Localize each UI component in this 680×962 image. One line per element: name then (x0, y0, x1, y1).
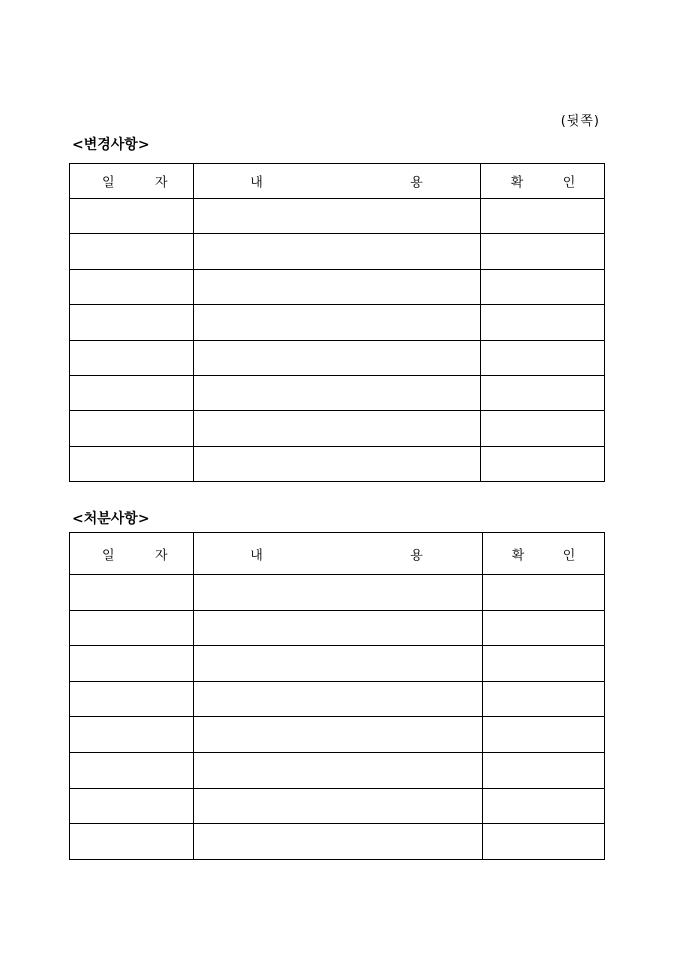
content-cell[interactable] (194, 375, 481, 410)
confirm-cell[interactable] (480, 269, 604, 304)
changes-header-date-char-1: 일 (102, 175, 115, 191)
changes-header-row (70, 164, 605, 199)
table-row (70, 269, 605, 304)
dispositions-header-content-char-2: 용 (410, 548, 423, 563)
confirm-cell[interactable] (482, 824, 604, 860)
dispositions-section-title: <처분사항> (72, 511, 150, 527)
confirm-cell[interactable] (480, 375, 604, 410)
table-row (70, 717, 605, 753)
date-cell[interactable] (70, 340, 194, 375)
changes-header-confirm-char-1: 확 (510, 175, 524, 191)
dispositions-header-content-char-1: 내 (250, 548, 263, 563)
date-cell[interactable] (70, 717, 194, 753)
changes-header-content-char-1: 내 (250, 175, 263, 191)
confirm-cell[interactable] (480, 305, 604, 340)
table-row (70, 375, 605, 410)
changes-section-title: <변경사항> (72, 137, 150, 153)
confirm-cell[interactable] (480, 411, 604, 446)
date-cell[interactable] (70, 446, 194, 481)
confirm-cell[interactable] (480, 234, 604, 269)
dispositions-header-confirm-char-2: 인 (562, 548, 576, 563)
changes-header-date-char-2: 자 (155, 175, 168, 191)
table-row (70, 305, 605, 340)
date-cell[interactable] (70, 752, 194, 788)
date-cell[interactable] (70, 610, 194, 646)
dispositions-table (69, 532, 605, 860)
table-row (70, 199, 605, 234)
date-cell[interactable] (70, 681, 194, 717)
content-cell[interactable] (194, 824, 483, 860)
confirm-cell[interactable] (482, 575, 604, 611)
page-side-label: (뒷쪽) (560, 114, 600, 129)
content-cell[interactable] (194, 610, 483, 646)
confirm-cell[interactable] (482, 646, 604, 682)
changes-header-content-char-2: 용 (410, 175, 423, 191)
content-cell[interactable] (194, 446, 481, 481)
content-cell[interactable] (194, 646, 483, 682)
content-cell[interactable] (194, 717, 483, 753)
content-cell[interactable] (194, 788, 483, 824)
dispositions-header-confirm (482, 533, 604, 575)
confirm-cell[interactable] (482, 681, 604, 717)
content-cell[interactable] (194, 752, 483, 788)
changes-header-confirm-char-2: 인 (562, 175, 576, 191)
date-cell[interactable] (70, 646, 194, 682)
date-cell[interactable] (70, 824, 194, 860)
content-cell[interactable] (194, 199, 481, 234)
confirm-cell[interactable] (482, 717, 604, 753)
date-cell[interactable] (70, 305, 194, 340)
dispositions-header-date (70, 533, 194, 575)
content-cell[interactable] (194, 340, 481, 375)
confirm-cell[interactable] (482, 752, 604, 788)
content-cell[interactable] (194, 305, 481, 340)
changes-table (69, 163, 605, 482)
content-cell[interactable] (194, 575, 483, 611)
table-row (70, 234, 605, 269)
confirm-cell[interactable] (482, 788, 604, 824)
date-cell[interactable] (70, 411, 194, 446)
table-row (70, 752, 605, 788)
date-cell[interactable] (70, 199, 194, 234)
dispositions-header-confirm-char-1: 확 (511, 548, 525, 563)
date-cell[interactable] (70, 269, 194, 304)
changes-header-date (70, 164, 194, 199)
dispositions-header-date-char-1: 일 (102, 548, 115, 563)
table-row (70, 575, 605, 611)
dispositions-header-date-char-2: 자 (155, 548, 168, 563)
confirm-cell[interactable] (480, 340, 604, 375)
changes-header-content (194, 164, 481, 199)
confirm-cell[interactable] (482, 610, 604, 646)
content-cell[interactable] (194, 269, 481, 304)
date-cell[interactable] (70, 575, 194, 611)
content-cell[interactable] (194, 681, 483, 717)
table-row (70, 646, 605, 682)
content-cell[interactable] (194, 234, 481, 269)
content-cell[interactable] (194, 411, 481, 446)
table-row (70, 340, 605, 375)
table-row (70, 446, 605, 481)
table-row (70, 681, 605, 717)
date-cell[interactable] (70, 788, 194, 824)
table-row (70, 610, 605, 646)
date-cell[interactable] (70, 375, 194, 410)
table-row (70, 411, 605, 446)
changes-header-confirm (480, 164, 604, 199)
confirm-cell[interactable] (480, 199, 604, 234)
table-row (70, 788, 605, 824)
table-row (70, 824, 605, 860)
date-cell[interactable] (70, 234, 194, 269)
dispositions-header-row (70, 533, 605, 575)
confirm-cell[interactable] (480, 446, 604, 481)
dispositions-header-content (194, 533, 483, 575)
